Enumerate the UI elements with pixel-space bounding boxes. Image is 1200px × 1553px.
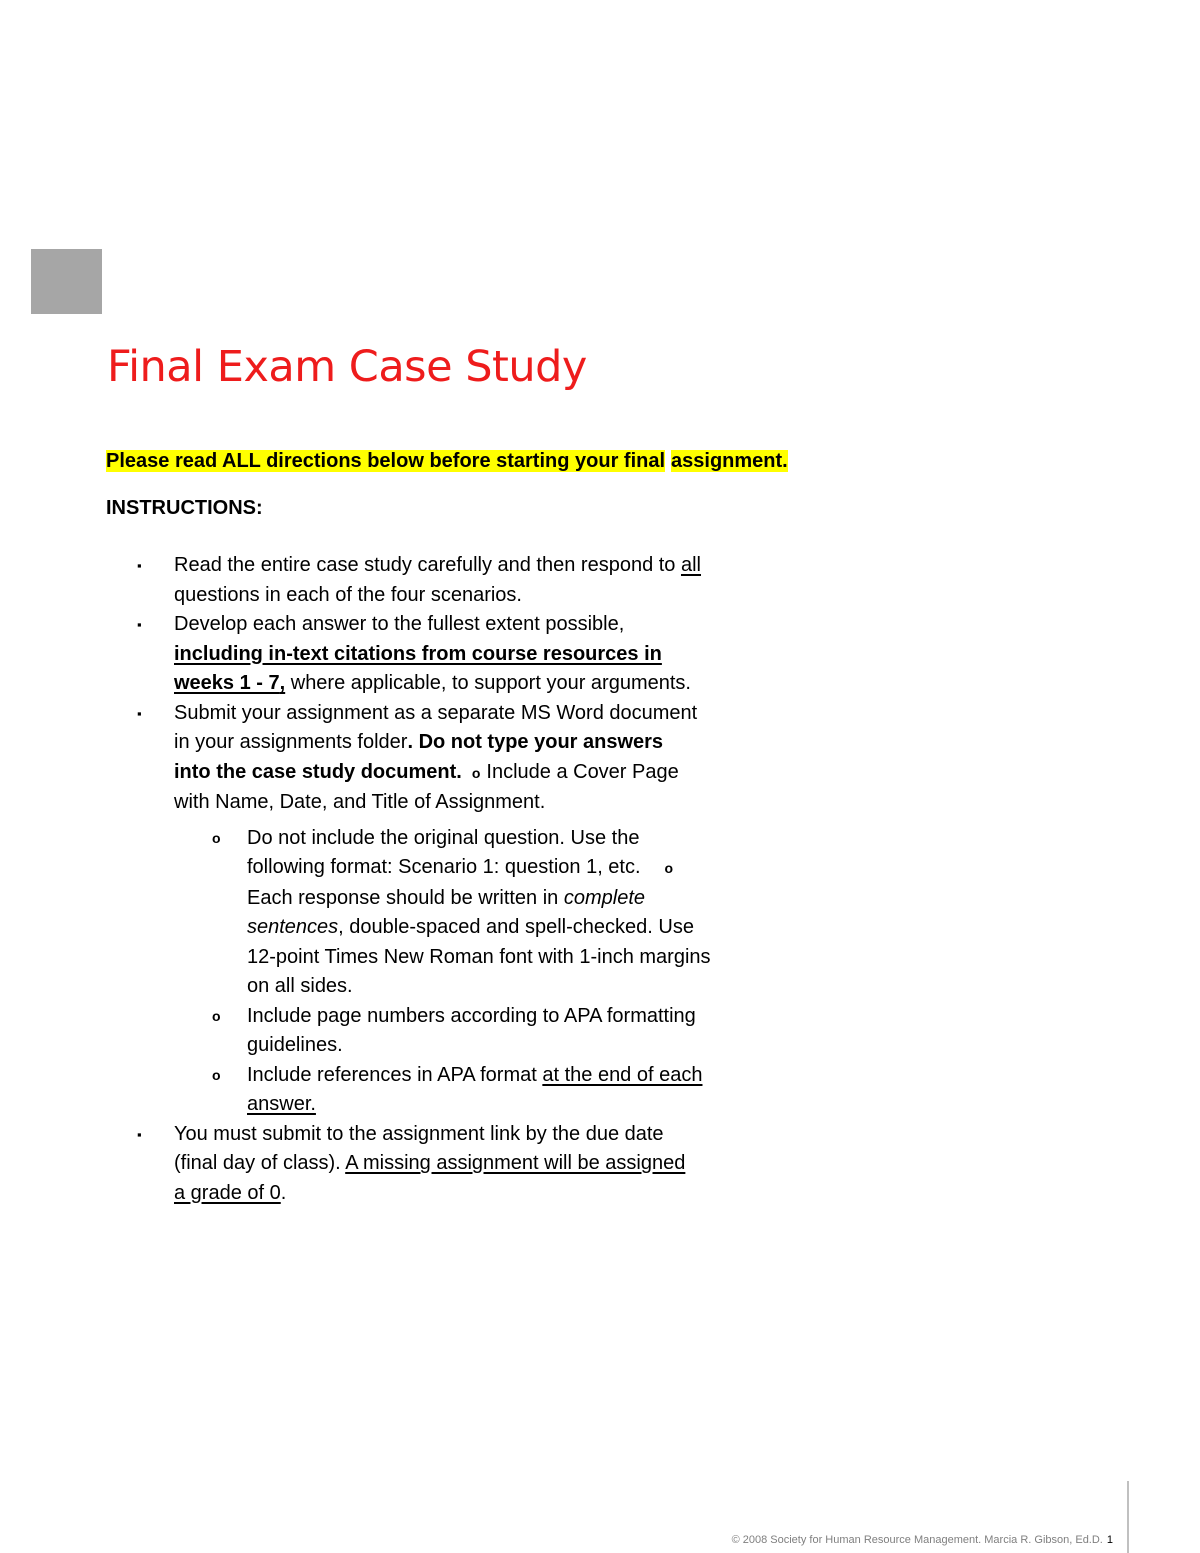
square-bullet-icon: ▪ — [137, 617, 142, 632]
bullet-3-line-1: ▪ Submit your assignment as a separate MS Word document — [134, 699, 834, 729]
directions-notice — [106, 450, 788, 473]
sub-bullet-2-line-2: guidelines. — [247, 1034, 343, 1056]
bullet-3-line-2: in your assignments folder. Do not type your answers — [174, 731, 664, 753]
sub-bullet-o-icon: o — [471, 764, 481, 781]
bullet-3-line-3: into the case study document. o Include a Cover Page — [134, 758, 834, 789]
page-footer — [732, 1534, 1113, 1546]
sub-bullet-1-line-1: o Do not include the original question. Use the — [134, 824, 834, 854]
sub-bullet-o-icon: o — [212, 829, 221, 846]
sub-bullet-o-icon: o — [212, 1066, 221, 1083]
bullet-4-line-3: a grade of 0. — [174, 1181, 287, 1204]
footer-divider — [1127, 1481, 1129, 1553]
bullet-3-line-4: with Name, Date, and Title of Assignment. — [174, 791, 546, 813]
bullet-1-line-2: questions in each of the four scenarios. — [174, 583, 522, 606]
notice-highlight-1: Please read ALL directions below before starting your final — [106, 450, 666, 472]
copyright-text: © 2008 Society for Human Resource Management. Marcia R. Gibson, Ed.D. — [731, 1534, 1103, 1546]
bullet-1-line-1: ▪ Read the entire case study carefully and then respond to all — [134, 551, 834, 581]
sub-bullet-2-line-1: o Include page numbers according to APA formatting — [134, 1002, 834, 1032]
bullet-2-line-2: including in-text citations from course resources in — [174, 642, 662, 665]
bullet-4-line-2: (final day of class). A missing assignment will be assigned — [174, 1152, 686, 1174]
square-bullet-icon: ▪ — [137, 1126, 142, 1142]
bullet-2-line-1: ▪ Develop each answer to the fullest extent possible, — [134, 610, 834, 640]
sub-bullet-o-icon: o — [212, 1007, 221, 1024]
header-gray-block — [31, 249, 102, 314]
bullet-4-line-1: ▪ You must submit to the assignment link by the due date — [134, 1120, 834, 1150]
sub-bullet-1-line-4: sentences, double-spaced and spell-checked. Use — [247, 916, 694, 938]
sub-bullet-o-icon: o — [664, 860, 674, 876]
underlined-all: all — [680, 554, 701, 576]
sub-bullet-3-line-2: answer. — [247, 1093, 316, 1115]
bullet-2-line-3: weeks 1 - 7, where applicable, to support your arguments. — [174, 672, 691, 694]
sub-bullet-3-line-1: o Include references in APA format at the end of each — [134, 1061, 834, 1091]
notice-highlight-2: assignment. — [671, 450, 788, 472]
sub-bullet-1-line-6: on all sides. — [247, 975, 353, 997]
page-title: Final Exam Case Study — [107, 342, 587, 392]
page-number: 1 — [1106, 1534, 1113, 1546]
sub-bullet-1-line-3: Each response should be written in complete — [247, 886, 646, 909]
instructions-heading: INSTRUCTIONS: — [106, 497, 263, 519]
square-bullet-icon: ▪ — [137, 558, 142, 573]
sub-bullet-1-line-2: following format: Scenario 1: question 1, etc. o — [134, 853, 834, 884]
instructions-list — [134, 551, 834, 1208]
sub-bullet-1-line-5: 12-point Times New Roman font with 1-inch margins — [247, 945, 711, 968]
square-bullet-icon: ▪ — [137, 705, 142, 721]
